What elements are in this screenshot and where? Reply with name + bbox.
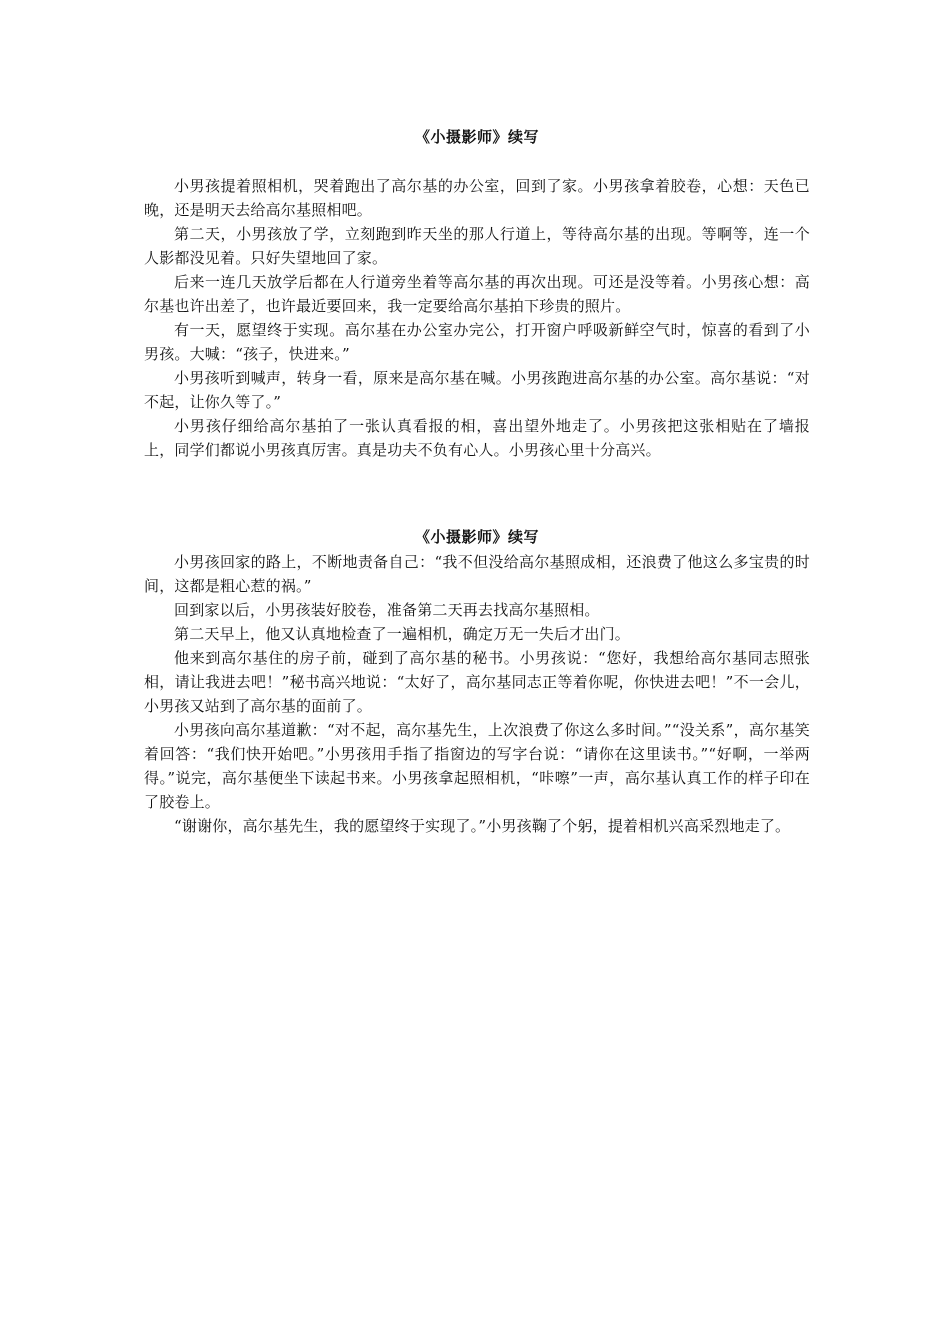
paragraph: 第二天，小男孩放了学，立刻跑到昨天坐的那人行道上，等待高尔基的出现。等啊等，连一个人影都没见着。只好失望地回了家。 (144, 225, 810, 267)
essay-title: 《小摄影师》续写 (414, 128, 539, 146)
paragraph: 小男孩仔细给高尔基拍了一张认真看报的相，喜出望外地走了。小男孩把这张相贴在了墙报上，同学们都说小男孩真厉害。真是功夫不负有心人。小男孩心里十分高兴。 (144, 417, 810, 459)
essay-section-2 (144, 524, 810, 838)
paragraph: 小男孩提着照相机，哭着跑出了高尔基的办公室，回到了家。小男孩拿着胶卷，心想：天色已晚，还是明天去给高尔基照相吧。 (144, 177, 810, 219)
paragraph: 第二天早上，他又认真地检查了一遍相机，确定万无一失后才出门。 (174, 625, 631, 643)
paragraph: 小男孩听到喊声，转身一看，原来是高尔基在喊。小男孩跑进高尔基的办公室。高尔基说：“对不起，让你久等了。” (144, 369, 810, 411)
essay-section-1 (144, 124, 810, 462)
paragraph: 后来一连几天放学后都在人行道旁坐着等高尔基的再次出现。可还是没等着。小男孩心想：高尔基也许出差了，也许最近要回来，我一定要给高尔基拍下珍贵的照片。 (144, 273, 810, 315)
paragraph: 小男孩回家的路上，不断地责备自己：“我不但没给高尔基照成相，还浪费了他这么多宝贵的时间，这都是粗心惹的祸。” (144, 553, 810, 595)
paragraph: 有一天，愿望终于实现。高尔基在办公室办完公，打开窗户呼吸新鲜空气时，惊喜的看到了小男孩。大喊：“孩子，快进来。” (144, 321, 810, 363)
paragraph: 小男孩向高尔基道歉：“对不起，高尔基先生，上次浪费了你这么多时间。”“没关系”，高尔基笑着回答：“我们快开始吧。”小男孩用手指了指窗边的写字台说：“请你在这里读书。”“好啊，一举两得。”说完，高尔基便坐下读起书来。小男孩拿起照相机，“咔嚓”一声，高尔基认真工作的样子印在了胶卷上。 (144, 721, 810, 811)
paragraph: 回到家以后，小男孩装好胶卷，准备第二天再去找高尔基照相。 (174, 601, 600, 619)
paragraph: 他来到高尔基住的房子前，碰到了高尔基的秘书。小男孩说：“您好，我想给高尔基同志照张相，请让我进去吧！”秘书高兴地说：“太好了，高尔基同志正等着你呢，你快进去吧！”不一会儿，小男孩又站到了高尔基的面前了。 (144, 649, 810, 715)
essay-title: 《小摄影师》续写 (414, 528, 539, 546)
paragraph: “谢谢你，高尔基先生，我的愿望终于实现了。”小男孩鞠了个躬，提着相机兴高采烈地走了。 (174, 817, 791, 835)
